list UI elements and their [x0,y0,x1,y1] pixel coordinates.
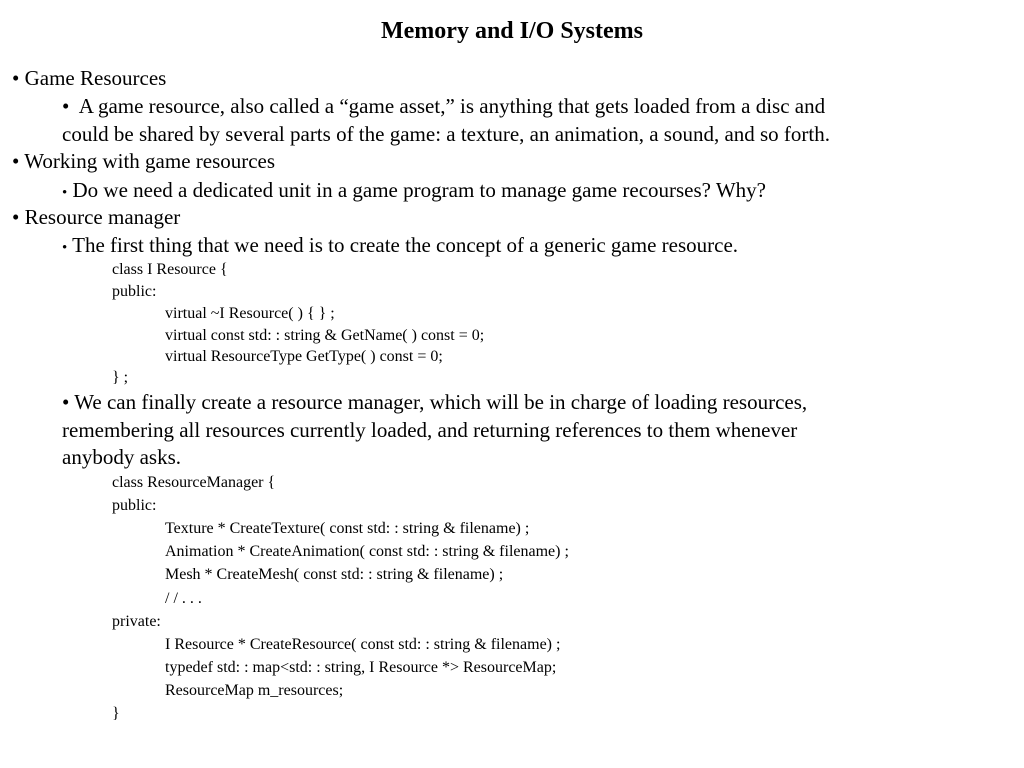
bullet-working [12,147,275,175]
code-line: / / . . . [165,590,202,607]
bullet-text: We can finally create a resource manager, which will be in charge of loading resources, [74,390,808,414]
code-line: } ; [112,369,129,386]
bullet-dot: • [62,390,70,414]
manager-finally-line1 [62,388,807,416]
code-line: I Resource * CreateResource( const std: : string & filename) ; [165,636,561,653]
manager-finally-line3: anybody asks. [62,445,181,469]
game-resource-desc-line1 [62,92,825,120]
bullet-text: A game resource, also called a “game asset,” is anything that gets loaded from a disc and [78,94,826,118]
bullet-dot: • [12,205,20,229]
code-line: } [112,705,120,722]
code-line: Animation * CreateAnimation( const std: : string & filename) ; [165,543,569,560]
bullet-text: Working with game resources [24,149,276,173]
bullet-text: Game Resources [24,66,167,90]
slide-title: Memory and I/O Systems [381,18,643,44]
bullet-dot: • [62,94,70,118]
bullet-dot: • [12,149,20,173]
code-line: class ResourceManager { [112,474,276,491]
code-line: virtual ResourceType GetType( ) const = 0; [165,348,443,365]
bullet-dot: • [62,185,68,201]
code-line: ResourceMap m_resources; [165,682,344,699]
code-line: class I Resource { [112,261,228,278]
bullet-resource-manager [12,203,180,231]
bullet-text: Do we need a dedicated unit in a game program to manage game recourses? Why? [72,178,767,202]
code-line: virtual ~I Resource( ) { } ; [165,305,335,322]
bullet-text: The first thing that we need is to create the concept of a generic game resource. [72,233,739,257]
code-line: Texture * CreateTexture( const std: : string & filename) ; [165,520,530,537]
bullet-text: Resource manager [24,205,181,229]
code-line: public: [112,283,157,300]
code-line: typedef std: : map<std: : string, I Resource *> ResourceMap; [165,659,557,676]
bullet-dot: • [62,240,68,256]
bullet-dot: • [12,66,20,90]
bullet-game-resources [12,64,166,92]
code-line: private: [112,613,161,630]
manager-finally-line2: remembering all resources currently loaded, and returning references to them whenever [62,418,798,442]
code-line: public: [112,497,157,514]
game-resource-desc-line2: could be shared by several parts of the game: a texture, an animation, a sound, and so forth. [62,122,831,146]
code-line: virtual const std: : string & GetName( ) const = 0; [165,327,485,344]
code-line: Mesh * CreateMesh( const std: : string & filename) ; [165,566,504,583]
